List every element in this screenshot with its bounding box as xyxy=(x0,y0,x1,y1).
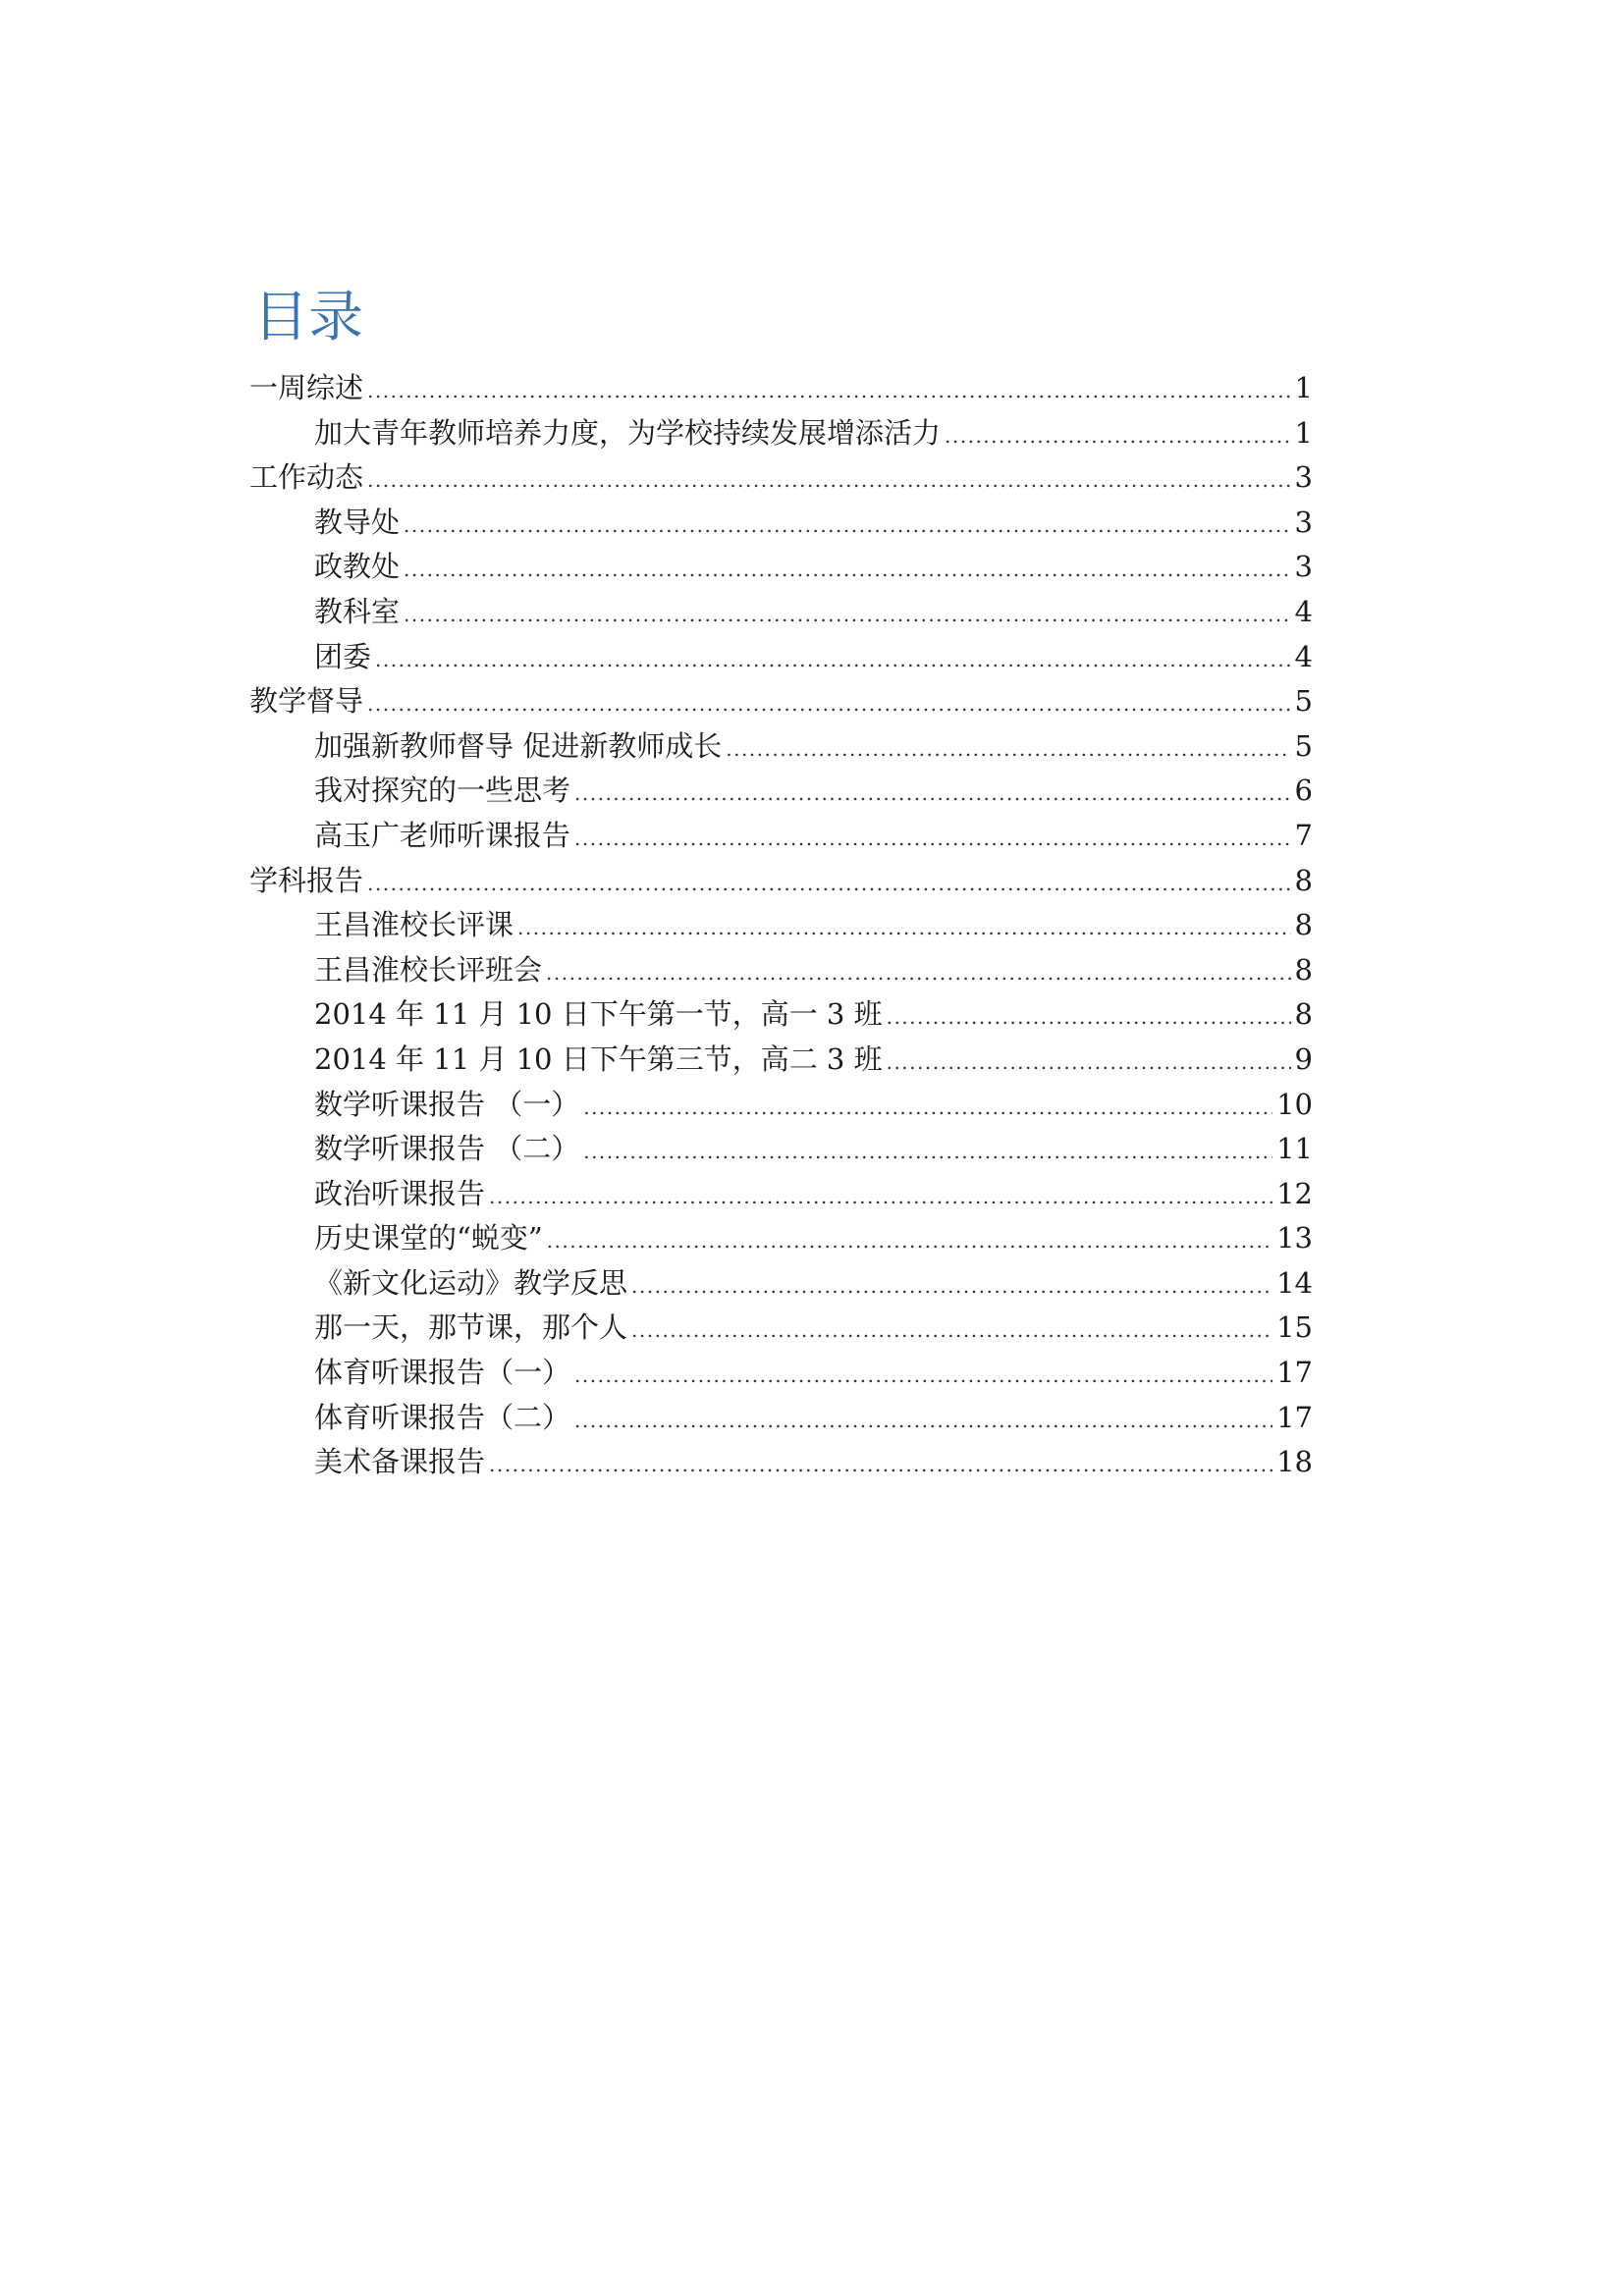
toc-entry-label: 高玉广老师听课报告 xyxy=(314,818,571,852)
toc-entry-section[interactable] xyxy=(249,769,1313,814)
toc-entry-section[interactable] xyxy=(249,948,1313,993)
toc-page-number: 5 xyxy=(1294,684,1313,719)
toc-entry-label: 加强新教师督导 促进新教师成长 xyxy=(314,728,723,763)
toc-entry-label: 2014 年 11 月 10 日下午第一节，高一 3 班 xyxy=(314,997,883,1032)
dot-leader xyxy=(574,1399,1272,1444)
toc-entry-section[interactable] xyxy=(249,1351,1313,1396)
toc-entry-section[interactable] xyxy=(249,903,1313,948)
toc-page-number: 5 xyxy=(1294,728,1313,763)
dot-leader xyxy=(489,1443,1272,1488)
dot-leader xyxy=(367,682,1291,727)
toc-entry-label: 教导处 xyxy=(314,505,401,539)
dot-leader xyxy=(404,593,1291,638)
toc-entry-section[interactable] xyxy=(249,992,1313,1038)
toc-entry-section[interactable] xyxy=(249,1396,1313,1441)
toc-page-number: 11 xyxy=(1276,1132,1313,1166)
toc-page-number: 14 xyxy=(1276,1265,1313,1300)
toc-entry-section[interactable] xyxy=(249,590,1313,635)
toc-page-number: 7 xyxy=(1294,818,1313,852)
toc-page-number: 9 xyxy=(1294,1041,1313,1076)
toc-entry-label: 学科报告 xyxy=(249,863,364,897)
toc-entry-label: 加大青年教师培养力度，为学校持续发展增添活力 xyxy=(314,415,942,450)
toc-entry-label: 数学听课报告 （二） xyxy=(314,1132,580,1166)
toc-page-number: 13 xyxy=(1276,1221,1313,1255)
toc-page-number: 8 xyxy=(1294,908,1313,942)
dot-leader xyxy=(375,638,1291,683)
toc-entry-label: 《新文化运动》教学反思 xyxy=(314,1265,628,1300)
toc-page-number: 4 xyxy=(1294,594,1313,628)
toc-page-number: 4 xyxy=(1294,639,1313,673)
dot-leader xyxy=(404,504,1291,549)
dot-leader xyxy=(367,458,1291,504)
dot-leader xyxy=(367,862,1291,907)
dot-leader xyxy=(574,772,1291,817)
toc-entry-label: 教科室 xyxy=(314,594,401,628)
toc-page-number: 6 xyxy=(1294,774,1313,808)
toc-entry-chapter[interactable] xyxy=(249,366,1313,411)
toc-page-number: 3 xyxy=(1294,505,1313,539)
toc-entry-section[interactable] xyxy=(249,635,1313,680)
dot-leader xyxy=(574,1354,1272,1399)
toc-entry-section[interactable] xyxy=(249,1038,1313,1083)
toc-entry-label: 美术备课报告 xyxy=(314,1445,486,1479)
toc-page-number: 3 xyxy=(1294,550,1313,584)
toc-page-number: 8 xyxy=(1294,997,1313,1032)
toc-entry-label: 政教处 xyxy=(314,550,401,584)
toc-entry-chapter[interactable] xyxy=(249,455,1313,501)
dot-leader xyxy=(631,1308,1272,1354)
toc-entry-label: 数学听课报告 （一） xyxy=(314,1087,580,1121)
toc-entry-label: 王昌淮校长评课 xyxy=(314,908,514,942)
toc-entry-label: 王昌淮校长评班会 xyxy=(314,952,543,987)
toc-entry-section[interactable] xyxy=(249,1127,1313,1172)
toc-entry-label: 教学督导 xyxy=(249,684,364,719)
toc-entry-label: 体育听课报告（一） xyxy=(314,1356,571,1390)
toc-entry-section[interactable] xyxy=(249,1172,1313,1217)
dot-leader xyxy=(583,1130,1272,1175)
toc-page-number: 12 xyxy=(1276,1176,1313,1210)
toc-entry-section[interactable] xyxy=(249,411,1313,456)
dot-leader xyxy=(887,995,1291,1041)
toc-entry-section[interactable] xyxy=(249,1261,1313,1307)
dot-leader xyxy=(945,414,1291,459)
toc-page-number: 8 xyxy=(1294,952,1313,987)
toc-page-number: 17 xyxy=(1276,1400,1313,1434)
toc-entry-section[interactable] xyxy=(249,1083,1313,1128)
dot-leader xyxy=(726,727,1290,773)
toc-entry-label: 政治听课报告 xyxy=(314,1176,486,1210)
toc-entry-section[interactable] xyxy=(249,724,1313,770)
toc-page-number: 1 xyxy=(1294,415,1313,450)
dot-leader xyxy=(546,951,1291,996)
toc-page-number: 8 xyxy=(1294,863,1313,897)
dot-leader xyxy=(517,906,1291,951)
dot-leader xyxy=(887,1041,1291,1086)
toc-entry-label: 我对探究的一些思考 xyxy=(314,774,571,808)
toc-page-number: 1 xyxy=(1294,371,1313,404)
toc-page-number: 15 xyxy=(1276,1310,1313,1345)
toc-entry-label: 工作动态 xyxy=(249,460,364,495)
toc-page-number: 3 xyxy=(1294,460,1313,495)
toc-entry-section[interactable] xyxy=(249,1306,1313,1351)
toc-entry-chapter[interactable] xyxy=(249,859,1313,904)
toc-entry-label: 一周综述 xyxy=(249,371,364,404)
dot-leader xyxy=(404,548,1291,593)
toc-entry-label: 那一天，那节课，那个人 xyxy=(314,1310,628,1345)
dot-leader xyxy=(547,1219,1272,1264)
toc-entry-label: 历史课堂的“蜕变” xyxy=(314,1221,543,1255)
dot-leader xyxy=(489,1175,1272,1220)
toc-list xyxy=(249,366,1313,1485)
toc-title: 目录 xyxy=(253,286,363,349)
toc-page-number: 17 xyxy=(1276,1356,1313,1390)
toc-entry-label: 体育听课报告（二） xyxy=(314,1400,571,1434)
toc-entry-section[interactable] xyxy=(249,1440,1313,1485)
toc-entry-section[interactable] xyxy=(249,501,1313,546)
dot-leader xyxy=(583,1086,1272,1131)
dot-leader xyxy=(367,369,1291,414)
toc-entry-chapter[interactable] xyxy=(249,679,1313,724)
toc-entry-section[interactable] xyxy=(249,1216,1313,1261)
toc-entry-section[interactable] xyxy=(249,545,1313,590)
toc-entry-section[interactable] xyxy=(249,814,1313,859)
dot-leader xyxy=(631,1264,1272,1309)
toc-page-number: 18 xyxy=(1276,1445,1313,1479)
toc-entry-label: 2014 年 11 月 10 日下午第三节，高二 3 班 xyxy=(314,1041,883,1076)
toc-page-number: 10 xyxy=(1276,1087,1313,1121)
toc-entry-label: 团委 xyxy=(314,639,372,673)
dot-leader xyxy=(574,817,1291,862)
